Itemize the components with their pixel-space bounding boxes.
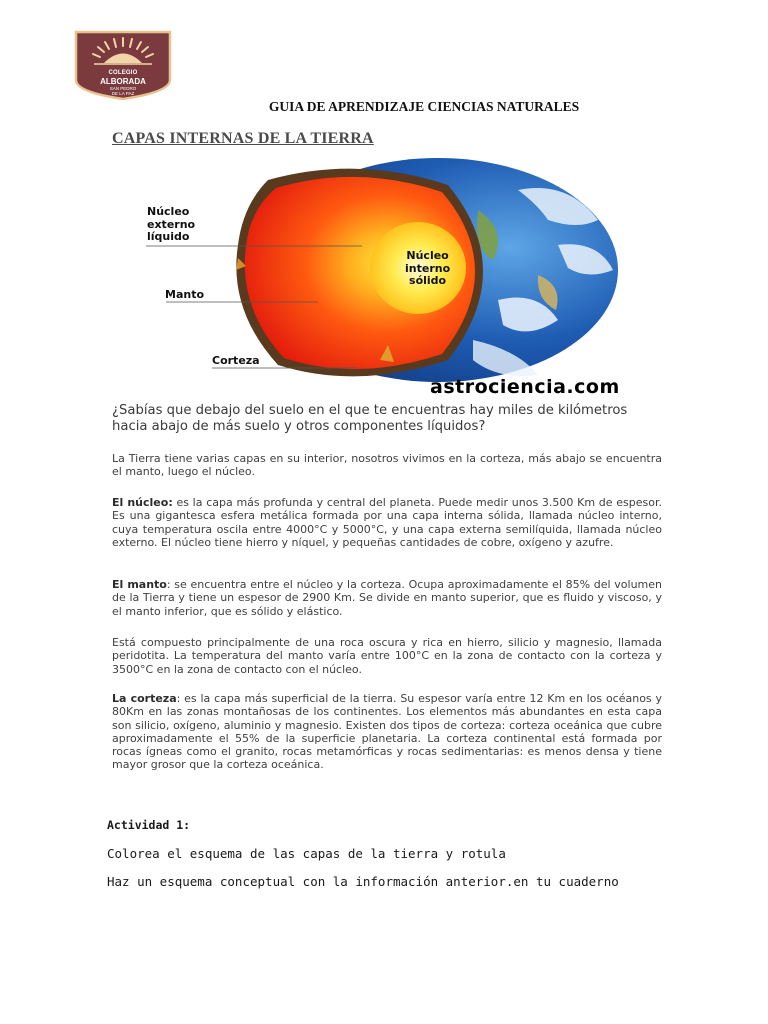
intro-question: ¿Sabías que debajo del suelo en el que te encuentras hay miles de kilómetros hacia abajo de más suelo y otros componentes líquidos? — [112, 403, 628, 434]
outer-core-label-2: externo — [147, 217, 196, 231]
inner-core-label-2: interno — [405, 261, 451, 275]
logo-line-3b: DE LA PAZ — [111, 91, 135, 96]
inner-core-label — [405, 250, 450, 288]
mantle-text: : se encuentra entre el núcleo y la corteza. Ocupa aproximadamente el 85% del volumen de la Tierra y tiene un espesor de 2900 Km. Se divide en manto superior, que es fluido y viscoso, y el manto inferior, que es sólido y elástico. — [112, 578, 662, 618]
inner-core-label-1: Núcleo — [406, 249, 449, 262]
logo-line-2: ALBORADA — [100, 77, 146, 86]
paragraph-layers: La Tierra tiene varias capas en su interior, nosotros vivimos en la corteza, más abajo se encuentra el manto, luego el núcleo. — [112, 452, 662, 479]
mantle-label: Manto — [165, 288, 205, 301]
outer-core-label-1: Núcleo — [147, 205, 190, 218]
crust-term: La corteza — [112, 692, 177, 705]
activity-heading: Actividad 1: — [107, 818, 191, 832]
earth-layers-figure — [118, 150, 646, 400]
outer-core-label — [147, 206, 195, 244]
activity-line-2: Haz un esquema conceptual con la información anterior.en tu cuaderno — [107, 874, 619, 889]
guide-title: GUIA DE APRENDIZAJE CIENCIAS NATURALES — [268, 99, 580, 114]
outer-core-label-3: líquido — [147, 230, 190, 243]
figure-watermark: astrociencia.com — [430, 376, 620, 398]
mantle-term: El manto — [112, 578, 167, 591]
activity-line-1: Colorea el esquema de las capas de la tierra y rotula — [107, 846, 506, 861]
logo-line-3a: SAN PEDRO — [109, 86, 137, 91]
crust-text: : es la capa más superficial de la tierra. Su espesor varía entre 12 Km en los océanos y 80Km en las zonas montañosas de los continentes. Los elementos más abundantes en esta capa son silicio, oxígeno, aluminio y magnesio. Existen dos tipos de corteza: corteza oceánica que cubre aproximadamente el 55% de la superficie planetaria. La corteza continental está formada por rocas ígneas como el granito, rocas metamórficas y rocas sedimentarias: es menos densa y tiene mayor grosor que la corteza oceánica. — [112, 692, 663, 772]
crust-label: Corteza — [212, 354, 260, 367]
paragraph-mantle-composition: Está compuesto principalmente de una roca oscura y rica en hierro, silicio y magnesio, llamada peridotita. La temperatura del manto varía entre 100°C en la zona de contacto con la corteza y 3500°C en la zona de contacto con el núcleo. — [112, 636, 662, 676]
inner-core-label-3: sólido — [409, 274, 447, 287]
school-logo — [74, 30, 172, 100]
logo-line-1: COLEGIO — [108, 70, 138, 76]
earth-layers-diagram — [118, 150, 646, 400]
paragraph-mantle — [112, 578, 662, 618]
paragraph-core — [112, 496, 662, 549]
logo-line-3 — [74, 86, 172, 96]
paragraph-crust — [112, 692, 662, 772]
core-text: es la capa más profunda y central del planeta. Puede medir unos 3.500 Km de espesor. Es una gigantesca esfera metálica formada por una capa interna sólida, llamada núcleo interno, cuya temperatura oscila entre 4000°C y 5000°C, y una capa externa semilíquida, llamada núcleo externo. El núcleo tiene hierro y níquel, y pequeñas cantidades de cobre, oxígeno y azufre. — [112, 496, 662, 549]
section-title: CAPAS INTERNAS DE LA TIERRA — [112, 130, 374, 147]
core-term: El núcleo: — [112, 496, 173, 509]
